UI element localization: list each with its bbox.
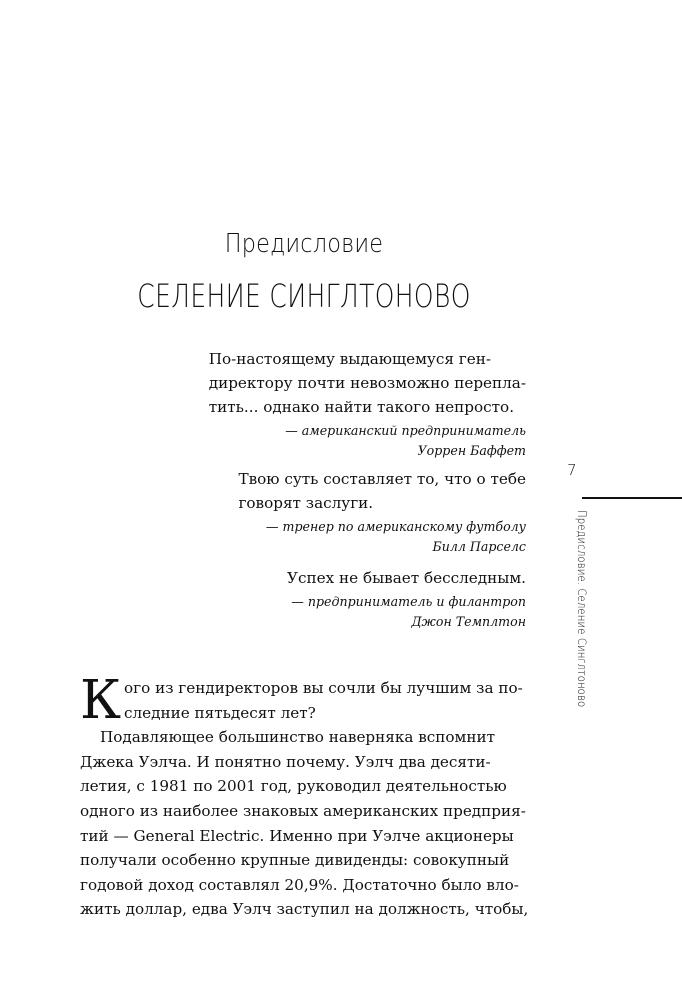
epigraph-author: Уоррен Баффет xyxy=(417,443,526,458)
text-line: получали особенно крупные дивиденды: совокупный xyxy=(80,851,510,870)
text-line: жить доллар, едва Уэлч заступил на должность, чтобы, xyxy=(80,900,529,919)
running-head: Предисловие. Селение Синглтоново xyxy=(575,510,589,708)
epigraph-quote xyxy=(238,467,526,515)
epigraph xyxy=(186,566,526,632)
quote-line: Твою суть составляет то, что о тебе xyxy=(238,470,526,488)
epigraph-author: Джон Темплтон xyxy=(411,614,526,629)
text-line: Джека Уэлча. И понятно почему. Уэлч два десяти- xyxy=(80,752,491,771)
body-text xyxy=(80,670,529,922)
chapter-prefix: Предисловие xyxy=(224,229,384,259)
quote-line: По-настоящему выдающемуся ген- xyxy=(208,350,491,368)
epigraph-author: Билл Парселс xyxy=(432,539,526,554)
epigraph-quote xyxy=(209,347,526,419)
text-line: следние пятьдесят лет? xyxy=(124,703,316,722)
quote-line: говорят заслуги. xyxy=(238,494,374,512)
epigraph xyxy=(186,467,526,557)
epigraph-attribution: — тренер по американскому футболу xyxy=(265,519,526,534)
text-line: годовой доход составлял 20,9%. Достаточно было вло- xyxy=(80,875,519,894)
quote-line: директору почти невозможно перепла- xyxy=(208,374,526,392)
text-line: Подавляющее большинство наверняка вспомнит xyxy=(100,728,496,747)
text-line: одного из наиболее знаковых американских предприя- xyxy=(80,801,526,820)
epigraph-attribution: — американский предприниматель xyxy=(285,423,526,438)
chapter-title: СЕЛЕНИЕ СИНГЛТОНОВО xyxy=(137,277,471,315)
sidebar-rule xyxy=(582,497,682,499)
quote-line: тить... однако найти такого непросто. xyxy=(208,398,515,416)
text-line: летия, с 1981 по 2001 год, руководил деятельностью xyxy=(80,777,507,796)
epigraph-quote xyxy=(287,566,526,590)
text-line: ого из гендиректоров вы сочли бы лучшим за по- xyxy=(124,679,523,697)
drop-cap: К xyxy=(80,670,122,731)
quote-line: Успех не бывает бесследным. xyxy=(287,569,526,587)
text-line: тий — General Electric. Именно при Уэлче акционеры xyxy=(80,826,514,845)
epigraph-attribution: — предприниматель и филантроп xyxy=(291,594,526,609)
epigraph xyxy=(186,347,526,461)
page-number: 7 xyxy=(567,461,577,479)
